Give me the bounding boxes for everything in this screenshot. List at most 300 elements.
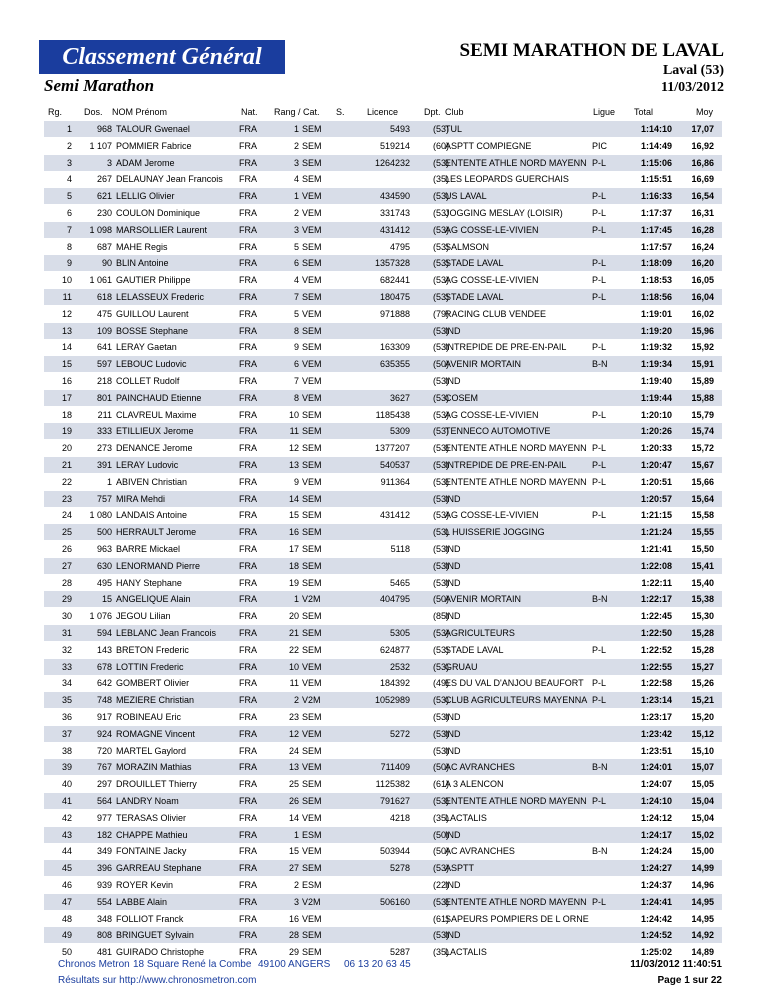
cell-licence: 1125382: [375, 779, 410, 790]
cell-nom: MEZIERE Christian: [116, 695, 195, 706]
cell-rang: 9: [293, 342, 299, 353]
cell-rg: 6: [66, 208, 72, 218]
cell-moy: 15,66: [691, 476, 714, 487]
table-row: [44, 894, 722, 910]
cell-total: 1:24:10: [640, 796, 672, 806]
cell-rang: 21: [288, 628, 299, 638]
cell-moy: 16,86: [691, 157, 714, 168]
cell-rang: 8: [293, 392, 299, 403]
cell-dos: 642: [96, 678, 112, 689]
cell-dpt: (53): [432, 930, 449, 941]
cell-dos: 218: [96, 376, 112, 386]
footer-company: Chronos Metron: [58, 959, 130, 970]
cell-rang: 1: [293, 124, 299, 134]
cell-cat: VEM: [302, 224, 322, 235]
cell-rang: 14: [288, 493, 299, 504]
cell-cat: SEM: [302, 628, 322, 638]
cell-nom: ETILLIEUX Jerome: [116, 426, 194, 437]
table-row: [44, 827, 722, 843]
cell-moy: 15,21: [691, 695, 714, 706]
cell-dos: 597: [96, 359, 112, 370]
cell-rang: 16: [288, 527, 299, 538]
cell-licence: 540537: [379, 460, 410, 470]
cell-nat: FRA: [239, 594, 257, 605]
cell-rg: 40: [61, 779, 72, 790]
cell-cat: VEM: [302, 191, 322, 202]
cell-rg: 20: [61, 443, 72, 454]
cell-club: SALMSON: [445, 241, 490, 252]
cell-moy: 17,07: [691, 124, 714, 134]
cell-nat: FRA: [239, 661, 257, 672]
cell-moy: 15,50: [691, 544, 714, 554]
cell-nom: ROYER Kevin: [116, 880, 174, 890]
cell-rg: 25: [61, 527, 72, 538]
cell-licence: 184392: [379, 678, 410, 689]
cell-dos: 968: [96, 124, 112, 134]
table-row: [44, 776, 722, 792]
cell-rang: 10: [288, 661, 299, 672]
cell-nat: FRA: [239, 577, 257, 588]
cell-total: 1:22:08: [640, 560, 672, 571]
cell-nat: FRA: [239, 510, 257, 521]
cell-nat: FRA: [239, 695, 257, 706]
cell-rg: 8: [66, 241, 72, 252]
cell-rang: 19: [288, 577, 299, 588]
cell-rg: 16: [61, 376, 72, 386]
cell-dos: 273: [96, 443, 112, 454]
table-row: [44, 625, 722, 641]
cell-licence: 519214: [379, 140, 410, 151]
cell-nom: GUILLOU Laurent: [116, 308, 189, 319]
cell-nat: FRA: [239, 896, 257, 907]
cell-ligue: P-L: [592, 460, 607, 470]
cell-club: INTREPIDE DE PRE-EN-PAIL: [445, 460, 567, 470]
cell-moy: 15,58: [691, 510, 714, 521]
cell-rang: 11: [289, 426, 299, 437]
cell-dos: 554: [96, 896, 112, 907]
cell-nom: LERAY Ludovic: [116, 460, 179, 470]
cell-dos: 963: [96, 544, 112, 554]
cell-club: STADE LAVAL: [445, 258, 504, 269]
cell-cat: SEM: [302, 863, 322, 874]
cell-cat: VEM: [302, 913, 322, 924]
cell-dos: 230: [96, 208, 112, 218]
cell-nom: HERRAULT Jerome: [116, 527, 197, 538]
cell-ligue: P-L: [592, 409, 607, 420]
cell-dpt: (53): [432, 409, 449, 420]
cell-rang: 20: [288, 611, 299, 622]
cell-moy: 14,95: [691, 896, 714, 907]
cell-nom: LERAY Gaetan: [116, 342, 177, 353]
cell-rg: 21: [61, 460, 72, 470]
cell-nom: ADAM Jerome: [116, 157, 175, 168]
cell-dos: 939: [96, 880, 112, 890]
cell-rg: 29: [61, 594, 72, 605]
cell-ligue: P-L: [592, 896, 607, 907]
cell-licence: 4795: [389, 241, 410, 252]
cell-cat: SEM: [302, 527, 322, 538]
cell-moy: 16,05: [691, 275, 714, 286]
cell-nom: LEBOUC Ludovic: [116, 359, 187, 370]
cell-rg: 32: [61, 644, 72, 655]
cell-dpt: (53): [432, 510, 449, 521]
table-row: [44, 558, 722, 574]
cell-licence: 5493: [389, 124, 410, 134]
cell-rg: 4: [66, 174, 72, 185]
cell-club: AC AVRANCHES: [445, 846, 515, 857]
cell-licence: 682441: [379, 275, 410, 286]
table-row: [44, 323, 722, 339]
cell-cat: SEM: [302, 796, 322, 806]
cell-rang: 23: [288, 712, 299, 722]
cell-dpt: (53): [432, 628, 449, 638]
cell-rg: 38: [61, 745, 72, 756]
cell-nom: ANGELIQUE Alain: [116, 594, 191, 605]
footer-page: Page 1 sur 22: [657, 975, 722, 986]
cell-cat: VEM: [302, 762, 322, 773]
cell-nom: MIRA Mehdi: [116, 493, 166, 504]
cell-dos: 564: [96, 796, 112, 806]
cell-club: COSEM: [445, 392, 479, 403]
cell-moy: 16,24: [691, 241, 714, 252]
cell-total: 1:25:02: [640, 947, 672, 958]
cell-dpt: (53): [432, 712, 449, 722]
cell-nom: DENANCE Jerome: [116, 443, 193, 454]
cell-total: 1:23:51: [640, 745, 672, 756]
cell-dpt: (85): [432, 611, 449, 622]
cell-dpt: (53): [432, 241, 449, 252]
cell-total: 1:19:32: [640, 342, 672, 353]
cell-total: 1:24:37: [640, 880, 672, 890]
cell-nat: FRA: [239, 745, 257, 756]
cell-moy: 14,89: [691, 947, 714, 958]
cell-nat: FRA: [239, 493, 257, 504]
col-club: Club: [445, 107, 464, 117]
table-row: [44, 373, 722, 389]
table-row: [44, 440, 722, 456]
cell-nat: FRA: [239, 611, 257, 622]
table-row: [44, 138, 722, 154]
cell-rang: 8: [293, 325, 299, 336]
cell-total: 1:19:01: [640, 308, 672, 319]
table-row: [44, 474, 722, 490]
cell-dos: 481: [96, 947, 112, 958]
cell-nat: FRA: [239, 275, 257, 286]
cell-dos: 475: [96, 308, 112, 319]
cell-moy: 15,12: [691, 728, 714, 739]
cell-nom: LOTTIN Frederic: [116, 661, 184, 672]
cell-club: LACTALIS: [445, 947, 487, 958]
cell-nat: FRA: [239, 241, 257, 252]
cell-ligue: B-N: [592, 594, 608, 605]
cell-dos: 748: [96, 695, 112, 706]
cell-ligue: P-L: [592, 644, 607, 655]
col-ligue: Ligue: [593, 107, 616, 117]
cell-rang: 15: [288, 846, 299, 857]
cell-nat: FRA: [239, 712, 257, 722]
cell-club: IND: [445, 376, 461, 386]
cell-rg: 47: [61, 896, 72, 907]
cell-dos: 109: [96, 325, 112, 336]
cell-licence: 971888: [379, 308, 410, 319]
cell-cat: SEM: [302, 241, 322, 252]
cell-nat: FRA: [239, 628, 257, 638]
cell-moy: 15,40: [691, 577, 714, 588]
cell-rg: 27: [61, 560, 72, 571]
cell-rang: 11: [289, 678, 299, 689]
cell-nat: FRA: [239, 644, 257, 655]
cell-club: ENTENTE ATHLE NORD MAYENN: [445, 896, 587, 907]
cell-nom: LABBE Alain: [116, 896, 168, 907]
table-row: [44, 743, 722, 759]
cell-dos: 678: [96, 661, 112, 672]
table-row: [44, 188, 722, 204]
cell-nom: LEBLANC Jean Francois: [116, 628, 217, 638]
cell-moy: 16,31: [691, 208, 714, 218]
cell-cat: SEM: [302, 560, 322, 571]
cell-moy: 15,04: [691, 796, 714, 806]
cell-nat: FRA: [239, 779, 257, 790]
table-row: [44, 155, 722, 171]
cell-rang: 15: [288, 510, 299, 521]
col-licence: Licence: [367, 107, 399, 117]
cell-rg: 3: [66, 157, 72, 168]
cell-nom: GAUTIER Philippe: [116, 275, 191, 286]
cell-cat: VEM: [302, 661, 322, 672]
table-row: [44, 591, 722, 607]
cell-club: IND: [445, 829, 461, 840]
cell-total: 1:24:12: [640, 812, 672, 823]
cell-rang: 5: [293, 308, 299, 319]
cell-rang: 29: [288, 947, 299, 958]
cell-rg: 33: [61, 661, 72, 672]
cell-rang: 22: [288, 644, 299, 655]
cell-moy: 15,07: [691, 762, 714, 773]
cell-dpt: (53): [432, 258, 449, 269]
cell-licence: 5309: [389, 426, 410, 437]
cell-rang: 4: [293, 174, 299, 185]
cell-nom: GARREAU Stephane: [116, 863, 202, 874]
cell-nat: FRA: [239, 308, 257, 319]
cell-rang: 2: [293, 208, 299, 218]
cell-dos: 500: [96, 527, 112, 538]
cell-cat: VEM: [302, 376, 322, 386]
cell-dpt: (35): [432, 947, 449, 958]
cell-rg: 5: [66, 191, 72, 202]
cell-licence: 1377207: [374, 443, 410, 454]
cell-rg: 7: [66, 224, 72, 235]
cell-nom: LENORMAND Pierre: [116, 560, 201, 571]
footer-website[interactable]: Résultats sur http://www.chronosmetron.com: [58, 975, 257, 986]
footer-address: 18 Square René la Combe: [133, 959, 252, 970]
cell-rg: 35: [61, 695, 72, 706]
footer-timestamp: 11/03/2012 11:40:51: [630, 959, 722, 970]
cell-rg: 41: [61, 796, 72, 806]
cell-nom: MORAZIN Mathias: [116, 762, 192, 773]
cell-club: TUL: [445, 124, 463, 134]
cell-moy: 15,55: [691, 527, 714, 538]
cell-total: 1:19:44: [640, 392, 672, 403]
table-row: [44, 306, 722, 322]
event-date: 11/03/2012: [660, 80, 724, 95]
cell-total: 1:24:42: [640, 913, 672, 924]
cell-rg: 37: [61, 728, 72, 739]
cell-licence: 434590: [379, 191, 410, 202]
cell-licence: 163309: [379, 342, 410, 353]
cell-dpt: (53): [432, 695, 449, 706]
cell-rg: 9: [66, 258, 72, 269]
cell-licence: 2532: [389, 661, 410, 672]
cell-nat: FRA: [239, 476, 257, 487]
cell-rang: 6: [293, 359, 299, 370]
table-row: [44, 507, 722, 523]
cell-moy: 15,91: [691, 359, 714, 370]
cell-moy: 15,74: [691, 426, 714, 437]
cell-cat: SEM: [302, 258, 322, 269]
cell-rg: 17: [61, 392, 72, 403]
cell-moy: 15,79: [691, 409, 714, 420]
cell-dos: 333: [96, 426, 112, 437]
cell-rang: 26: [288, 796, 299, 806]
cell-nom: MARTEL Gaylord: [116, 745, 187, 756]
table-row: [44, 205, 722, 221]
cell-licence: 506160: [379, 896, 410, 907]
cell-total: 1:22:45: [640, 611, 672, 622]
cell-moy: 15,26: [691, 678, 714, 689]
cell-rang: 5: [293, 241, 299, 252]
cell-licence: 911364: [380, 476, 410, 487]
cell-rang: 2: [293, 695, 299, 706]
cell-cat: SEM: [302, 712, 322, 722]
cell-dpt: (53): [432, 275, 449, 286]
cell-nom: BLIN Antoine: [116, 258, 169, 269]
cell-nom: ABIVEN Christian: [116, 476, 188, 487]
cell-cat: SEM: [302, 947, 322, 958]
cell-ligue: P-L: [592, 292, 607, 302]
col-rang-cat: Rang / Cat.: [274, 107, 320, 117]
cell-moy: 15,89: [691, 376, 714, 386]
banner-title: Classement Général: [39, 40, 285, 74]
cell-club: RACING CLUB VENDEE: [445, 308, 547, 319]
cell-nat: FRA: [239, 157, 257, 168]
cell-dos: 15: [101, 594, 112, 605]
cell-dpt: (53): [432, 392, 449, 403]
table-row: [44, 608, 722, 624]
cell-dos: 767: [96, 762, 112, 773]
cell-moy: 15,64: [691, 493, 714, 504]
cell-club: AG COSSE-LE-VIVIEN: [445, 409, 539, 420]
cell-nat: FRA: [239, 947, 257, 958]
cell-nom: BRINGUET Sylvain: [116, 930, 194, 941]
cell-ligue: P-L: [592, 678, 607, 689]
cell-moy: 15,92: [691, 342, 714, 353]
cell-dos: 808: [96, 930, 112, 941]
cell-rg: 22: [61, 476, 72, 487]
cell-nom: TERASAS Olivier: [116, 812, 187, 823]
cell-rang: 4: [293, 275, 299, 286]
table-row: [44, 927, 722, 943]
cell-rg: 50: [61, 947, 72, 958]
cell-club: AG COSSE-LE-VIVIEN: [445, 224, 539, 235]
cell-club: IND: [445, 544, 461, 554]
cell-dpt: (53): [432, 476, 449, 487]
cell-nat: FRA: [239, 124, 257, 134]
cell-rg: 26: [61, 544, 72, 554]
cell-rang: 3: [293, 896, 299, 907]
cell-club: LES LEOPARDS GUERCHAIS: [445, 174, 569, 185]
cell-rg: 23: [61, 493, 72, 504]
cell-total: 1:21:41: [640, 544, 672, 554]
cell-dos: 267: [96, 174, 112, 185]
cell-total: 1:22:17: [640, 594, 672, 605]
cell-cat: ESM: [302, 829, 322, 840]
cell-dpt: (35): [432, 812, 449, 823]
cell-licence: 180475: [379, 292, 410, 302]
cell-nat: FRA: [239, 376, 257, 386]
cell-dos: 143: [96, 644, 112, 655]
cell-moy: 15,88: [691, 392, 714, 403]
cell-dpt: (50): [432, 846, 449, 857]
cell-club: IND: [445, 745, 461, 756]
cell-rg: 1: [66, 124, 72, 134]
cell-dpt: (53): [432, 443, 449, 454]
cell-dos: 1 098: [89, 224, 112, 235]
col-rg: Rg.: [48, 107, 63, 117]
cell-rg: 15: [61, 359, 72, 370]
cell-cat: SEM: [302, 342, 322, 353]
cell-dpt: (53): [432, 224, 449, 235]
cell-moy: 16,20: [691, 258, 714, 269]
cell-dpt: (53): [432, 325, 449, 336]
table-row: [44, 171, 722, 187]
cell-dos: 396: [96, 863, 112, 874]
cell-nat: FRA: [239, 812, 257, 823]
cell-nom: DROUILLET Thierry: [116, 779, 197, 790]
cell-dos: 618: [96, 292, 112, 302]
table-row: [44, 692, 722, 708]
cell-moy: 15,10: [691, 745, 714, 756]
cell-club: US LAVAL: [445, 191, 487, 202]
cell-cat: SEM: [302, 157, 322, 168]
cell-licence: 431412: [379, 224, 410, 235]
cell-rang: 12: [288, 728, 299, 739]
cell-moy: 16,69: [691, 174, 714, 185]
table-row: [44, 759, 722, 775]
cell-total: 1:24:41: [640, 896, 672, 907]
cell-licence: 791627: [379, 796, 410, 806]
cell-dpt: (53): [432, 292, 449, 302]
cell-rang: 12: [288, 443, 299, 454]
cell-dos: 1 061: [89, 275, 112, 286]
cell-licence: 331743: [379, 208, 410, 218]
cell-nom: POMMIER Fabrice: [116, 140, 192, 151]
cell-dos: 1 107: [89, 140, 112, 151]
cell-cat: SEM: [302, 493, 322, 504]
cell-club: AC AVRANCHES: [445, 762, 515, 773]
cell-dpt: (35): [432, 174, 449, 185]
cell-moy: 15,72: [691, 443, 714, 454]
cell-total: 1:22:50: [640, 628, 672, 638]
cell-cat: VEM: [302, 392, 322, 403]
table-row: [44, 675, 722, 691]
cell-dpt: (53): [432, 157, 449, 168]
cell-cat: SEM: [302, 577, 322, 588]
cell-dos: 348: [96, 913, 112, 924]
cell-dpt: (53): [432, 191, 449, 202]
cell-nat: FRA: [239, 560, 257, 571]
cell-ligue: B-N: [592, 846, 608, 857]
table-row: [44, 793, 722, 809]
